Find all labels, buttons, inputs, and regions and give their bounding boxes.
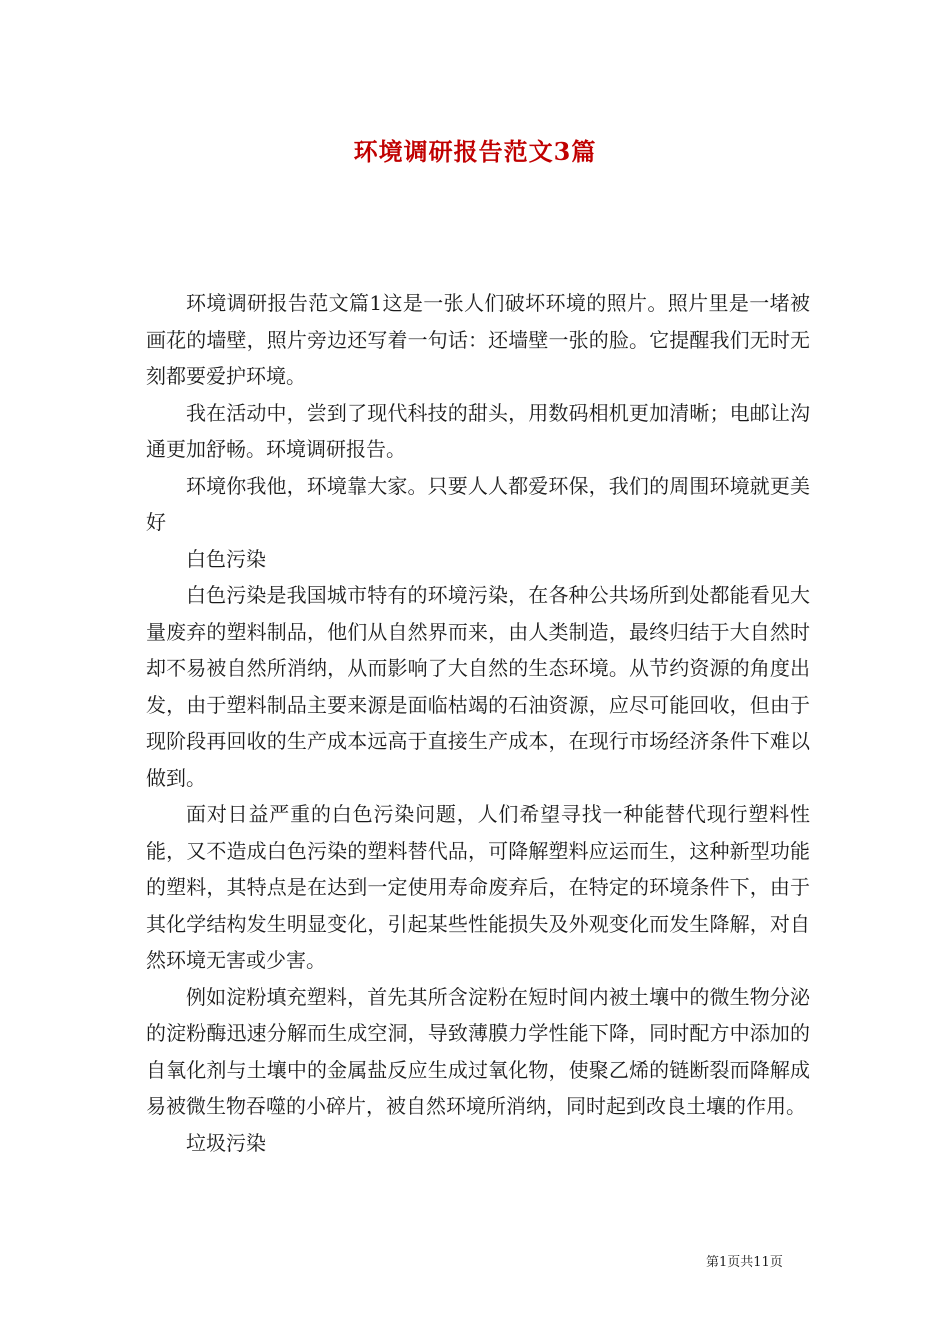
paragraph-white-pollution: 白色污染是我国城市特有的环境污染，在各种公共场所到处都能看见大量废弃的塑料制品，他们从自然界而来，由人类制造，最终归结于大自然时却不易被自然所消纳，从而影响了大自然的生态环境。从节约资源的角度出发，由于塑料制品主要来源是面临枯竭的石油资源，应尽可能回收，但由于现阶段再回收的生产成本远高于直接生产成本，在现行市场经济条件下难以做到。	[146, 583, 810, 790]
paragraph-degradable-plastic: 面对日益严重的白色污染问题，人们希望寻找一种能替代现行塑料性能，又不造成白色污染的塑料替代品，可降解塑料应运而生，这种新型功能的塑料，其特点是在达到一定使用寿命废弃后，在特定的环境条件下，由于其化学结构发生明显变化，引起某些性能损失及外观变化而发生降解，对自然环境无害或少害。	[146, 802, 810, 972]
paragraph-starch-plastic: 例如淀粉填充塑料，首先其所含淀粉在短时间内被土壤中的微生物分泌的淀粉酶迅速分解而生成空洞，导致薄膜力学性能下降，同时配方中添加的自氧化剂与土壤中的金属盐反应生成过氧化物，使聚乙烯的链断裂而降解成易被微生物吞噬的小碎片，被自然环境所消纳，同时起到改良土壤的作用。	[146, 984, 810, 1118]
section-heading-garbage-pollution: 垃圾污染	[186, 1130, 266, 1155]
page-number-footer: 第1页共11页	[706, 1255, 783, 1270]
document-title: 环境调研报告范文3篇	[353, 137, 597, 166]
section-heading-white-pollution: 白色污染	[186, 546, 266, 571]
document-body	[146, 285, 810, 1161]
paragraph-intro: 环境调研报告范文篇1这是一张人们破坏环境的照片。照片里是一堵被画花的墙壁，照片旁边还写着一句话：还墙壁一张的脸。它提醒我们无时无刻都要爱护环境。	[146, 291, 810, 388]
paragraph-activity: 我在活动中，尝到了现代科技的甜头，用数码相机更加清晰；电邮让沟通更加舒畅。环境调研报告。	[146, 400, 810, 461]
paragraph-slogan: 环境你我他，环境靠大家。只要人人都爱环保，我们的周围环境就更美好	[146, 473, 810, 534]
